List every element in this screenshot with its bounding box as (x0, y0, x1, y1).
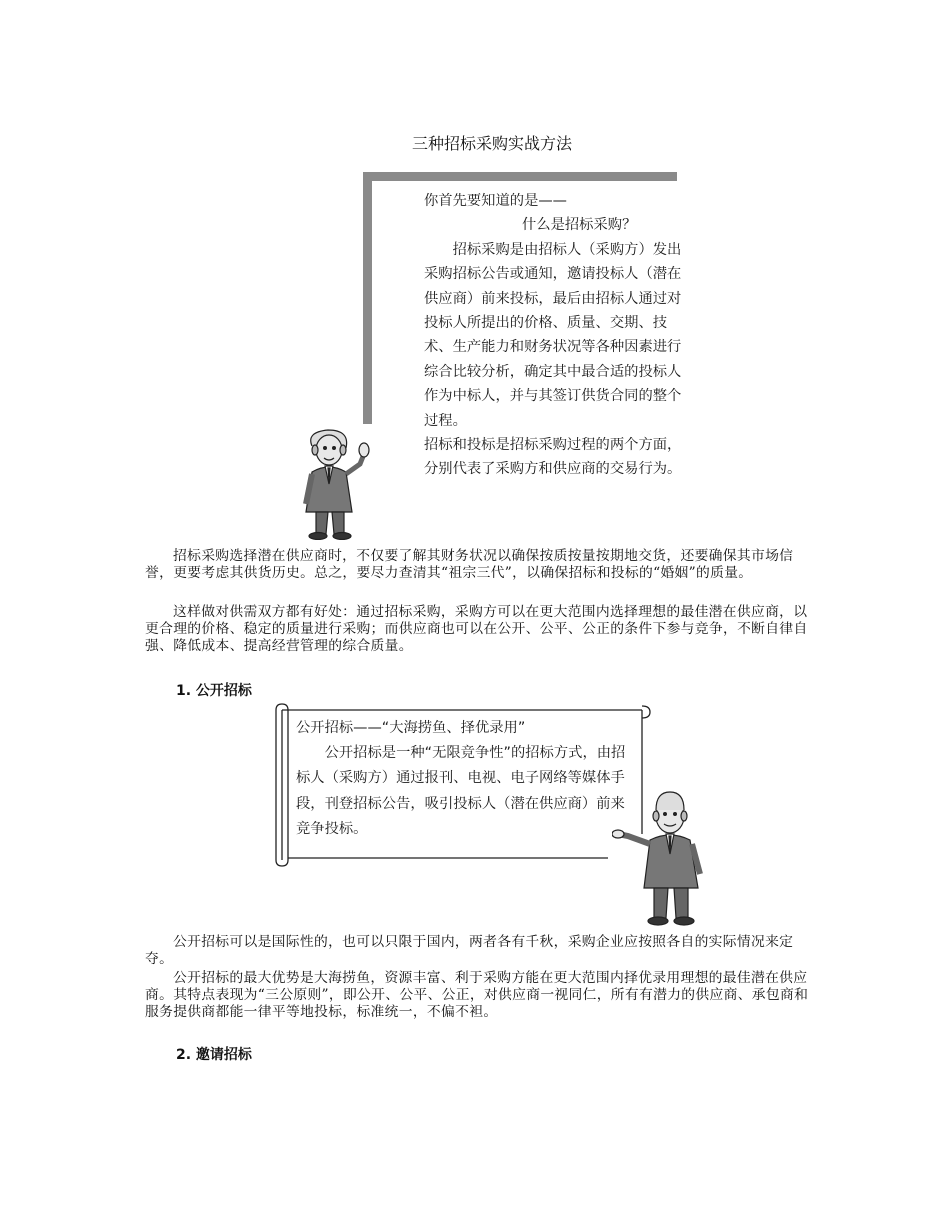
businessman-presenting-illustration (612, 790, 716, 928)
figure1-summary: 招标和投标是招标采购过程的两个方面，分别代表了采购方和供应商的交易行为。 (424, 437, 682, 478)
section-heading-open-tender: 1. 公开招标 (176, 683, 252, 699)
figure-frame-horizontal-bar (363, 172, 677, 181)
paragraph-supplier-selection: 招标采购选择潜在供应商时，不仅要了解其财务状况以确保按质按量按期地交货，还要确保其市场信誉，更要考虑其供货历史。总之，要尽力查清其“祖宗三代”，以确保招标和投标的“婚姻”的质量。 (145, 548, 794, 581)
paragraph-open-tender-scope: 公开招标可以是国际性的，也可以只限于国内，两者各有千秋，采购企业应按照各自的实际情况来定夺。 (145, 934, 794, 967)
scroll-body: 公开招标是一种“无限竞争性”的招标方式，由招标人（采购方）通过报刊、电视、电子网络等媒体手段，刊登招标公告，吸引投标人（潜在供应商）前来竞争投标。 (296, 745, 626, 837)
scroll-heading: 公开招标——“大海捞鱼、择优录用” (296, 720, 526, 736)
paragraph-benefits: 这样做对供需双方都有好处：通过招标采购，采购方可以在更大范围内选择理想的最佳潜在供应商，以更合理的价格、稳定的质量进行采购；而供应商也可以在公开、公平、公正的条件下参与竞争，不断自律自强、降低成本、提高经营管理的综合质量。 (145, 604, 808, 654)
scroll-text-block (296, 716, 626, 842)
figure1-line-question: 什么是招标采购？ (522, 217, 637, 234)
figure1-text-block (424, 189, 684, 482)
section-heading-invited-tender: 2. 邀请招标 (176, 1047, 252, 1063)
businessman-pointing-illustration (298, 428, 378, 540)
figure-frame-vertical-bar (363, 172, 372, 424)
figure1-line-intro: 你首先要知道的是—— (424, 193, 567, 209)
paragraph-open-tender-advantage: 公开招标的最大优势是大海捞鱼，资源丰富、利于采购方能在更大范围内择优录用理想的最佳潜在供应商。其特点表现为“三公原则”，即公开、公平、公正，对供应商一视同仁，所有有潜力的供应商、承包商和服务提供商都能一律平等地投标，标准统一，不偏不袒。 (145, 970, 809, 1020)
page-title: 三种招标采购实战方法 (411, 134, 572, 153)
figure1-definition: 招标采购是由招标人（采购方）发出采购招标公告或通知，邀请投标人（潜在供应商）前来投标，最后由招标人通过对投标人所提出的价格、质量、交期、技术、生产能力和财务状况等各种因素进行综合比较分析，确定其中最合适的投标人作为中标人，并与其签订供货合同的整个过程。 (424, 241, 682, 429)
